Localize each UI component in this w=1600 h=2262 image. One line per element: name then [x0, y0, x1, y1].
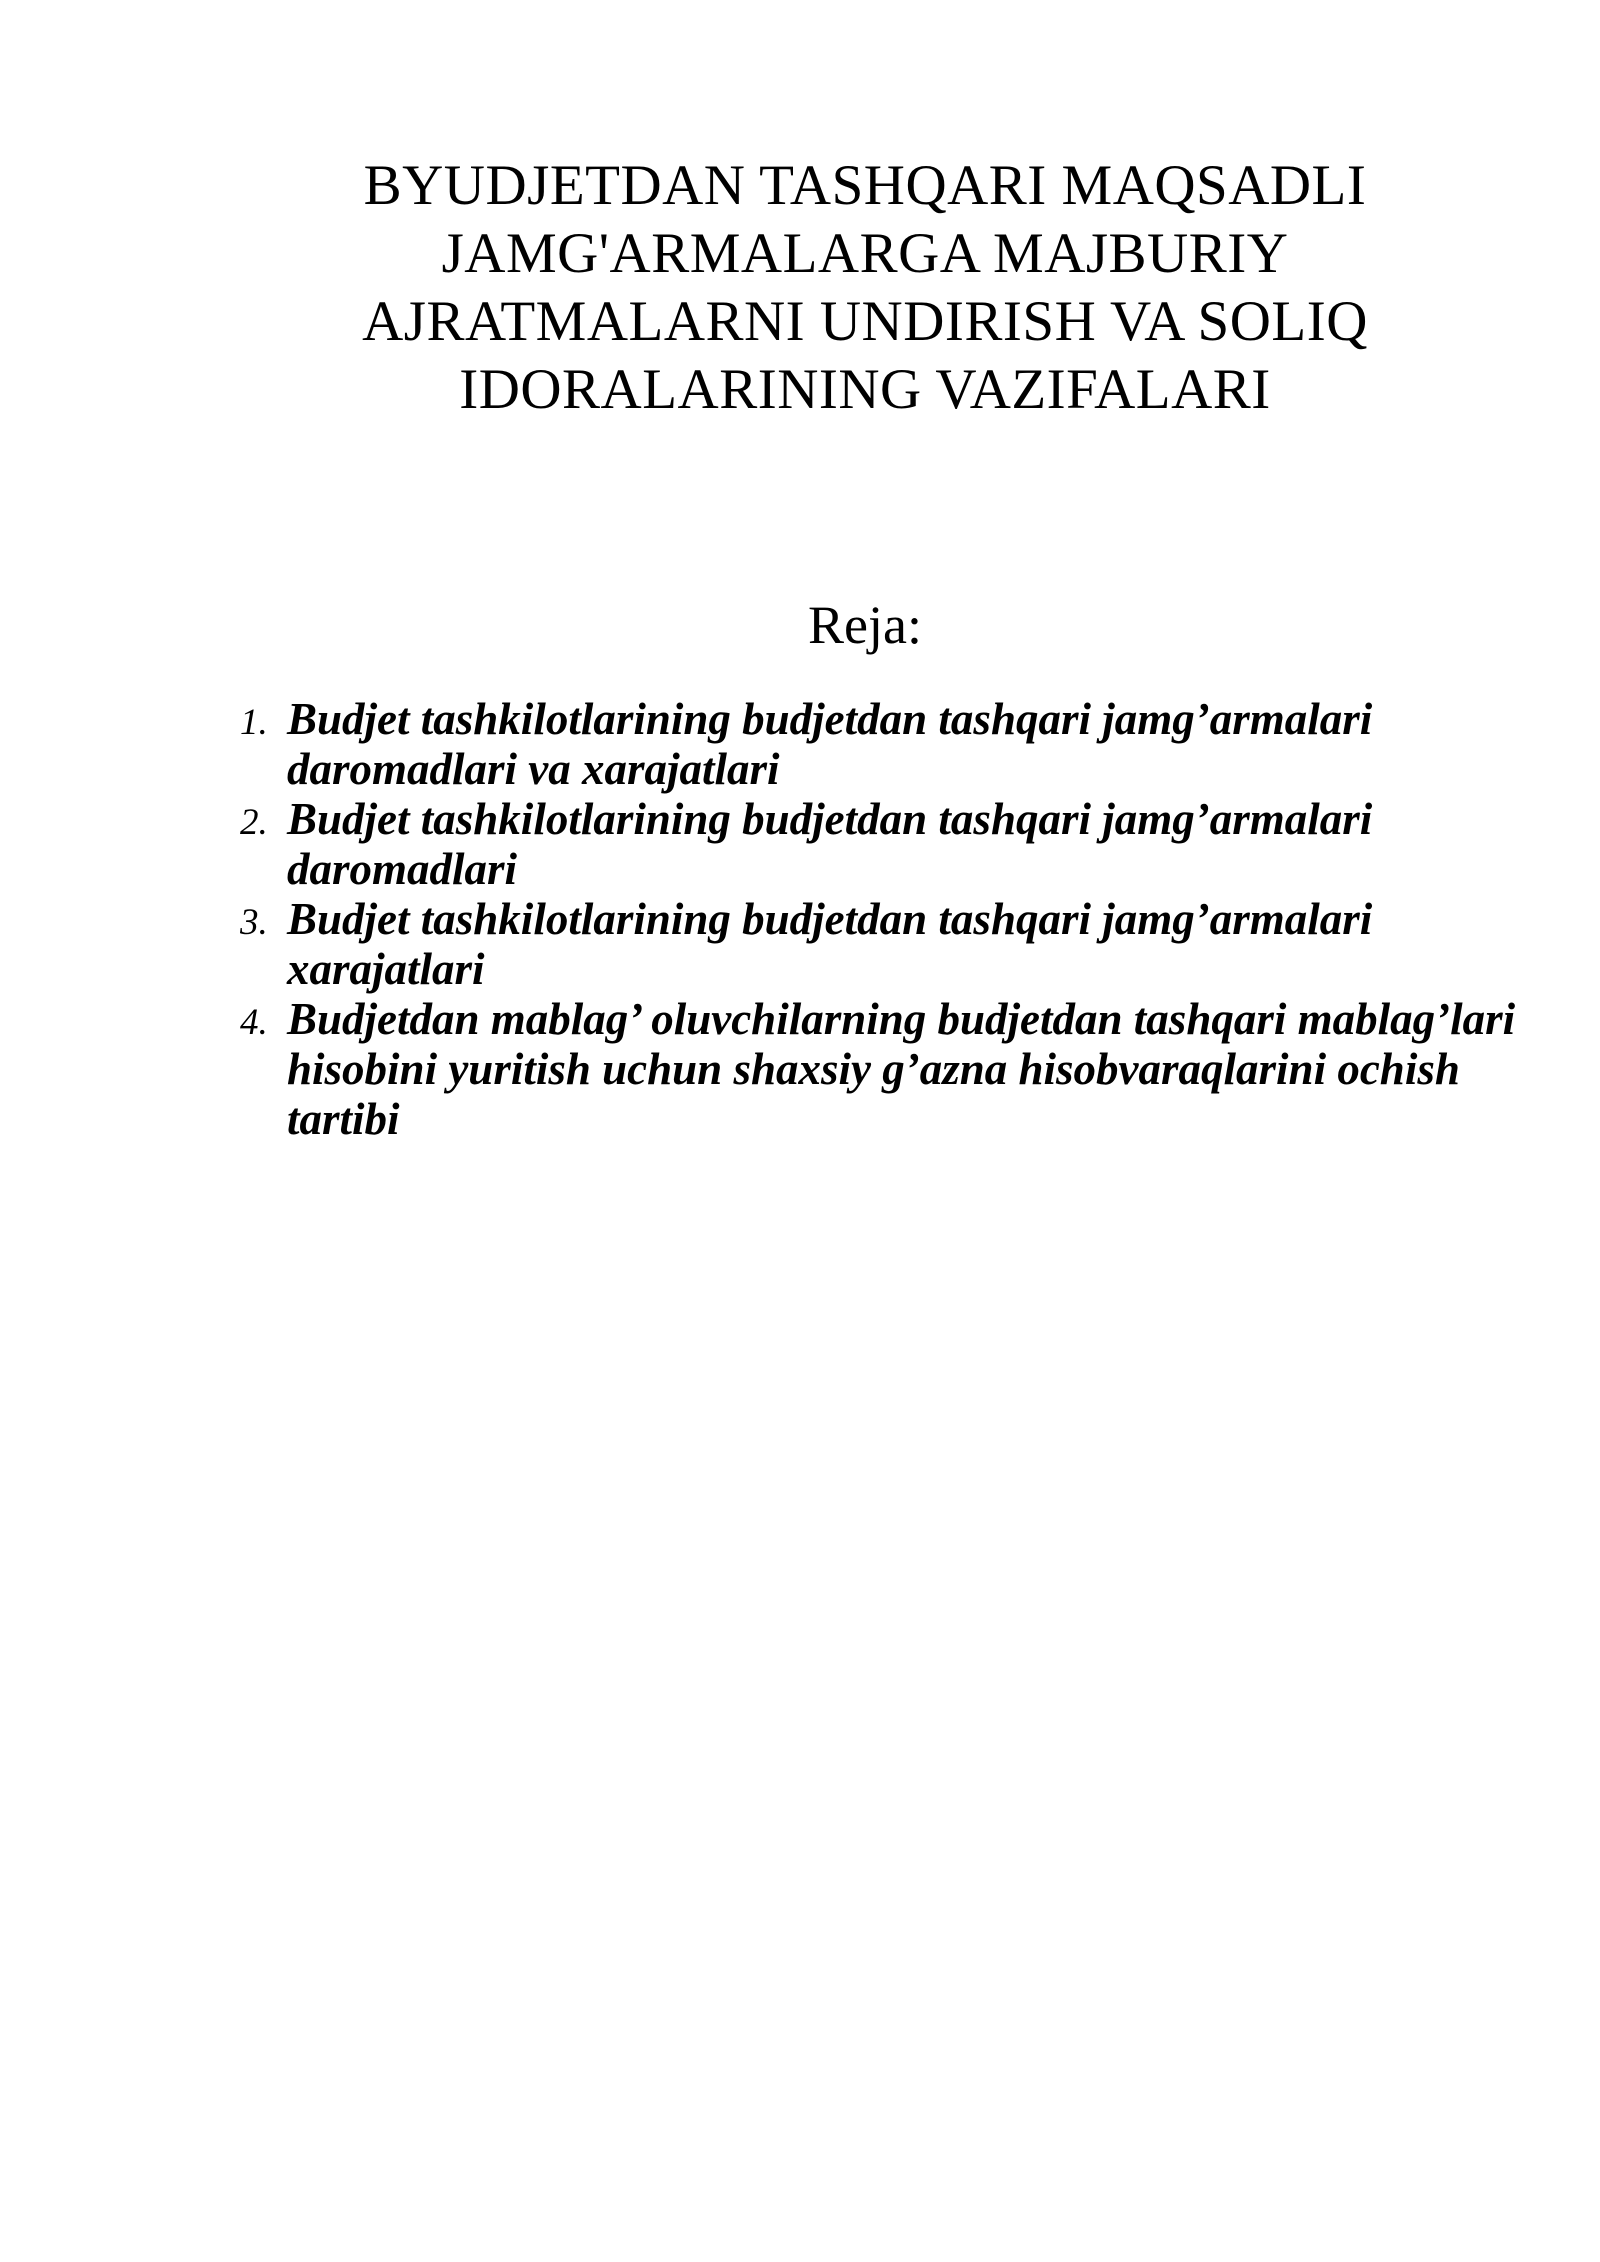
- title-line-3: AJRATMALARNI UNDIRISH VA SOLIQ: [362, 290, 1368, 353]
- list-item-line: Budjet tashkilotlarining budjetdan tashqari jamg’armalari: [287, 794, 1373, 844]
- title-line-2: JAMG'ARMALARGA MAJBURIY: [441, 222, 1289, 285]
- title-line-4: IDORALARINING VAZIFALARI: [459, 358, 1271, 421]
- list-item-line: daromadlari: [287, 844, 518, 894]
- list-item-line: Budjetdan mablag’ oluvchilarning budjetdan tashqari mablag’lari: [287, 994, 1516, 1044]
- list-item-line: xarajatlari: [287, 944, 485, 994]
- list-item-number: 1.: [240, 702, 268, 743]
- list-item-text: [287, 994, 1516, 1144]
- list-item: [240, 694, 1490, 794]
- list-item-text: [287, 794, 1490, 894]
- list-item-number: 4.: [240, 1002, 268, 1043]
- list-item-number: 3.: [240, 902, 268, 943]
- list-item-line: tartibi: [287, 1094, 400, 1144]
- list-item-line: Budjet tashkilotlarining budjetdan tashqari jamg’armalari: [287, 894, 1373, 944]
- list-item: [240, 994, 1516, 1144]
- list-item: [240, 894, 1490, 994]
- list-item-line: daromadlari va xarajatlari: [287, 744, 780, 794]
- list-item-number: 2.: [240, 802, 268, 843]
- list-item: [240, 794, 1490, 894]
- document-content: [240, 0, 1516, 1144]
- list-item-text: [287, 694, 1490, 794]
- list-item-line: Budjet tashkilotlarining budjetdan tashqari jamg’armalari: [287, 694, 1373, 744]
- title-line-1: BYUDJETDAN TASHQARI MAQSADLI: [363, 154, 1367, 217]
- plan-list: [240, 694, 1516, 1144]
- list-item-line: hisobini yuritish uchun shaxsiy g’azna hisobvaraqlarini ochish: [287, 1044, 1460, 1094]
- plan-heading: Reja:: [808, 595, 922, 655]
- page-title: [240, 0, 1490, 424]
- list-item-text: [287, 894, 1490, 994]
